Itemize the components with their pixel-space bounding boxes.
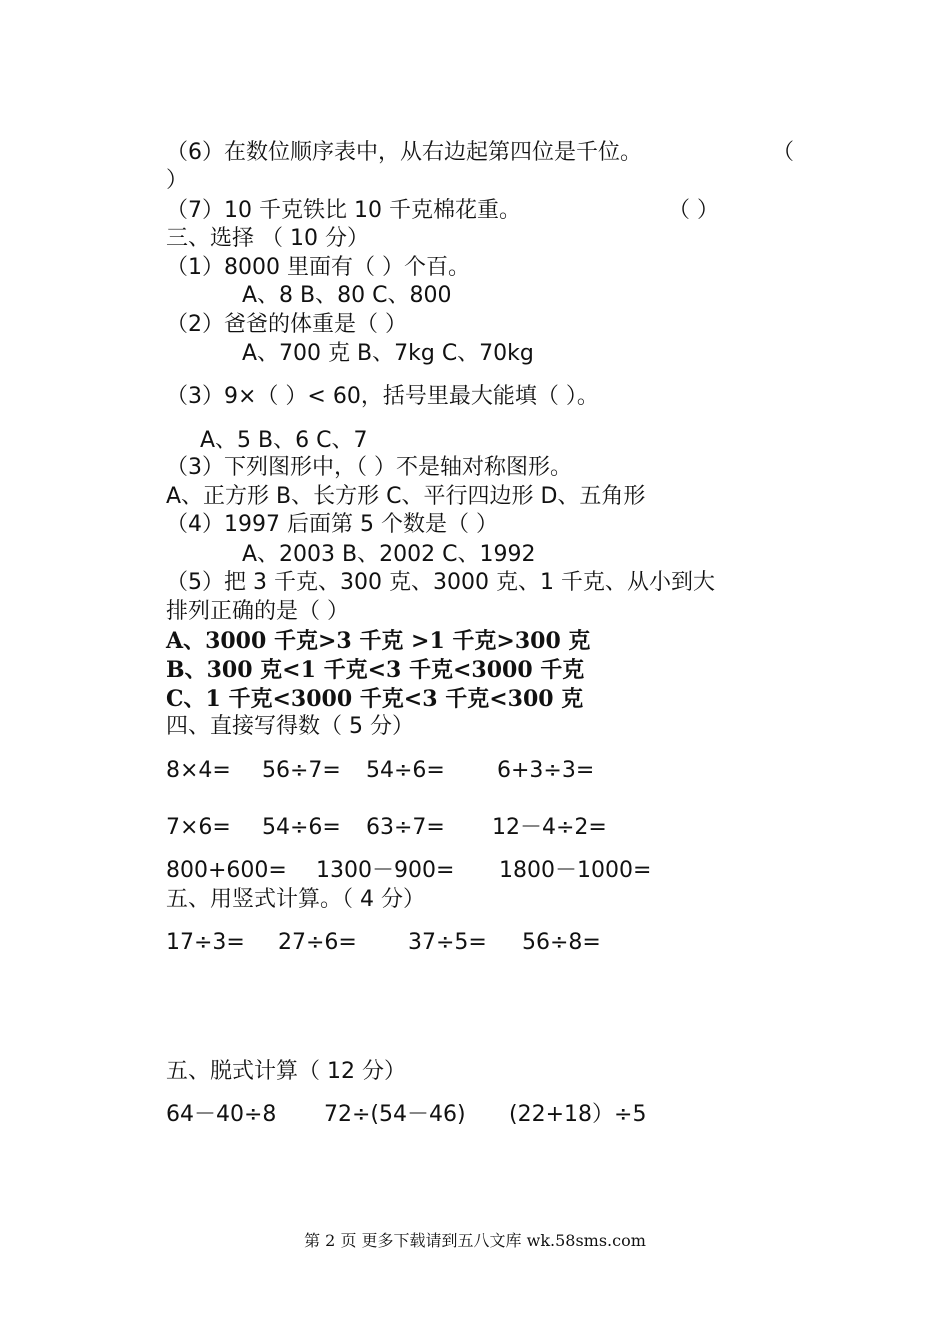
- question-3a: （3）9×（ ）< 60，括号里最大能填（ ）。: [166, 384, 599, 409]
- arithmetic-item: 8×4=: [166, 758, 231, 783]
- question-5-option-a: A、3000 千克>3 千克 >1 千克>300 克: [166, 628, 591, 654]
- section-4-title: 四、直接写得数（ 5 分）: [166, 714, 414, 739]
- arithmetic-item: 63÷7=: [366, 815, 445, 840]
- question-1: （1）8000 里面有（ ）个百。: [166, 255, 470, 280]
- arithmetic-item: 12－4÷2=: [492, 815, 607, 840]
- statement-6-paren-open: （: [772, 140, 795, 165]
- arithmetic-item: 54÷6=: [366, 758, 445, 783]
- vertical-calc-item: 37÷5=: [408, 930, 487, 955]
- question-2: （2）爸爸的体重是（ ）: [166, 312, 407, 337]
- arithmetic-item: 800+600=: [166, 858, 287, 883]
- statement-7-parens: （ ）: [668, 198, 719, 223]
- statement-7: （7）10 千克铁比 10 千克棉花重。: [166, 198, 521, 223]
- stepwise-calc-item: 72÷(54－46): [324, 1102, 466, 1127]
- page-footer: 第 2 页 更多下载请到五八文库 wk.58sms.com: [304, 1231, 646, 1250]
- question-3b-options: A、正方形 B、长方形 C、平行四边形 D、五角形: [166, 484, 646, 509]
- section-3-title: 三、选择 （ 10 分）: [166, 226, 369, 251]
- arithmetic-item: 6+3÷3=: [497, 758, 595, 783]
- stepwise-calc-item: 64－40÷8: [166, 1102, 277, 1127]
- arithmetic-item: 7×6=: [166, 815, 231, 840]
- stepwise-calc-item: (22+18）÷5: [509, 1102, 647, 1127]
- vertical-calc-item: 56÷8=: [522, 930, 601, 955]
- statement-6-paren-close: ）: [166, 168, 189, 193]
- question-5-option-b: B、300 克<1 千克<3 千克<3000 千克: [166, 657, 585, 683]
- section-5-title: 五、用竖式计算。（ 4 分）: [166, 887, 425, 912]
- question-5-line-2: 排列正确的是（ ）: [166, 599, 349, 624]
- arithmetic-item: 1800－1000=: [499, 858, 652, 883]
- question-3b: （3）下列图形中，（ ）不是轴对称图形。: [166, 455, 572, 480]
- arithmetic-item: 1300－900=: [316, 858, 455, 883]
- question-4-options: A、2003 B、2002 C、1992: [242, 542, 536, 567]
- question-5-line-1: （5）把 3 千克、300 克、3000 克、1 千克、从小到大: [166, 570, 715, 595]
- question-4: （4）1997 后面第 5 个数是（ ）: [166, 512, 498, 537]
- statement-6: （6）在数位顺序表中，从右边起第四位是千位。: [166, 140, 642, 165]
- vertical-calc-item: 27÷6=: [278, 930, 357, 955]
- question-2-options: A、700 克 B、7kg C、70kg: [242, 341, 534, 366]
- question-3a-options: A、5 B、6 C、7: [200, 428, 368, 453]
- question-1-options: A、8 B、80 C、800: [242, 283, 452, 308]
- vertical-calc-item: 17÷3=: [166, 930, 245, 955]
- arithmetic-item: 56÷7=: [262, 758, 341, 783]
- section-6-title: 五、脱式计算（ 12 分）: [166, 1059, 406, 1084]
- question-5-option-c: C、1 千克<3000 千克<3 千克<300 克: [166, 686, 584, 712]
- arithmetic-item: 54÷6=: [262, 815, 341, 840]
